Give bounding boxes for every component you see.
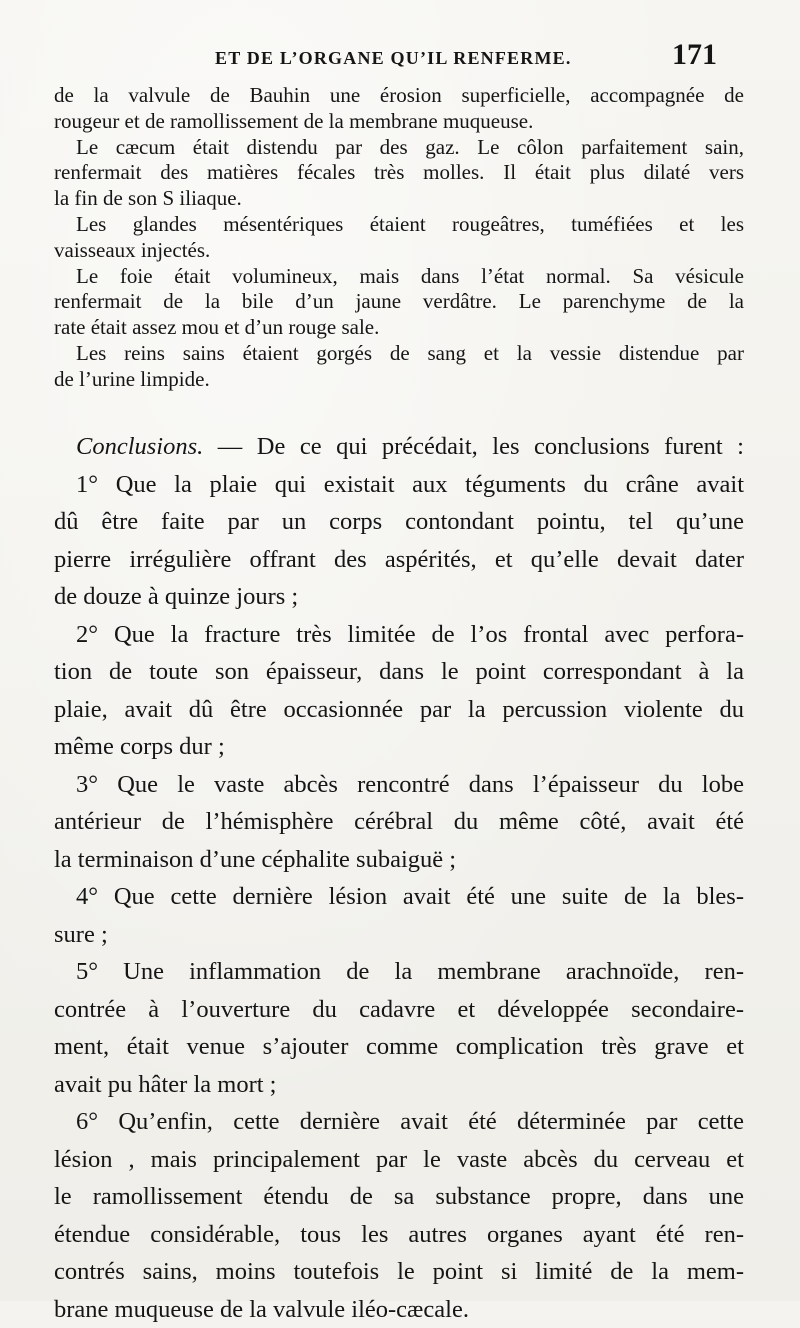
conclusion-line: même corps dur ; <box>54 728 744 766</box>
conclusion-line: pierre irrégulière offrant des aspérités, et qu’elle devait dater <box>54 541 744 579</box>
text-line: Les glandes mésentériques étaient rougeâtres, tuméfiées et les <box>54 212 744 238</box>
conclusion-line: étendue considérable, tous les autres organes ayant été ren- <box>54 1216 744 1254</box>
conclusion-line: contrée à l’ouverture du cadavre et développée secondaire- <box>54 991 744 1029</box>
running-title: ET DE L’ORGANE QU’IL RENFERME. <box>215 48 572 69</box>
text-line: Les reins sains étaient gorgés de sang et la vessie distendue par <box>54 341 744 367</box>
text-line: Le cæcum était distendu par des gaz. Le côlon parfaitement sain, <box>54 135 744 161</box>
conclusions-heading: Conclusions. <box>76 433 203 460</box>
conclusion-line: avait pu hâter la mort ; <box>54 1066 744 1104</box>
conclusion-line: 2° Que la fracture très limitée de l’os frontal avec perfora- <box>54 616 744 654</box>
text-line: rougeur et de ramollissement de la membrane muqueuse. <box>54 109 744 135</box>
conclusions-intro: — De ce qui précédait, les conclusions furent : <box>203 433 744 460</box>
text-line: rate était assez mou et d’un rouge sale. <box>54 315 744 341</box>
page-number: 171 <box>672 38 717 72</box>
text-line: renfermait de la bile d’un jaune verdâtre. Le parenchyme de la <box>54 289 744 315</box>
conclusion-line: 4° Que cette dernière lésion avait été une suite de la bles- <box>54 878 744 916</box>
page-header <box>0 36 800 76</box>
conclusion-line: tion de toute son épaisseur, dans le point correspondant à la <box>54 653 744 691</box>
conclusion-line: 6° Qu’enfin, cette dernière avait été déterminée par cette <box>54 1103 744 1141</box>
text-line: renfermait des matières fécales très molles. Il était plus dilaté vers <box>54 160 744 186</box>
conclusion-line: le ramollissement étendu de sa substance propre, dans une <box>54 1178 744 1216</box>
conclusion-line: la terminaison d’une céphalite subaiguë ; <box>54 841 744 879</box>
conclusions-section <box>54 428 744 1328</box>
text-line: de la valvule de Bauhin une érosion superficielle, accompagnée de <box>54 83 744 109</box>
text-line: la fin de son S iliaque. <box>54 186 744 212</box>
conclusion-line: plaie, avait dû être occasionnée par la percussion violente du <box>54 691 744 729</box>
conclusions-heading-line <box>54 428 744 466</box>
conclusion-line: de douze à quinze jours ; <box>54 578 744 616</box>
text-line: vaisseaux injectés. <box>54 238 744 264</box>
conclusion-line: sure ; <box>54 916 744 954</box>
conclusion-line: 1° Que la plaie qui existait aux téguments du crâne avait <box>54 466 744 504</box>
conclusion-line: lésion , mais principalement par le vaste abcès du cerveau et <box>54 1141 744 1179</box>
conclusion-line: ment, était venue s’ajouter comme complication très grave et <box>54 1028 744 1066</box>
text-line: de l’urine limpide. <box>54 367 744 393</box>
conclusion-line: contrés sains, moins toutefois le point si limité de la mem- <box>54 1253 744 1291</box>
conclusion-line: antérieur de l’hémisphère cérébral du même côté, avait été <box>54 803 744 841</box>
conclusion-line: dû être faite par un corps contondant pointu, tel qu’une <box>54 503 744 541</box>
conclusion-line: brane muqueuse de la valvule iléo-cæcale. <box>54 1291 744 1328</box>
conclusion-line: 5° Une inflammation de la membrane arachnoïde, ren- <box>54 953 744 991</box>
autopsy-findings <box>54 83 744 393</box>
conclusion-line: 3° Que le vaste abcès rencontré dans l’épaisseur du lobe <box>54 766 744 804</box>
text-line: Le foie était volumineux, mais dans l’état normal. Sa vésicule <box>54 264 744 290</box>
